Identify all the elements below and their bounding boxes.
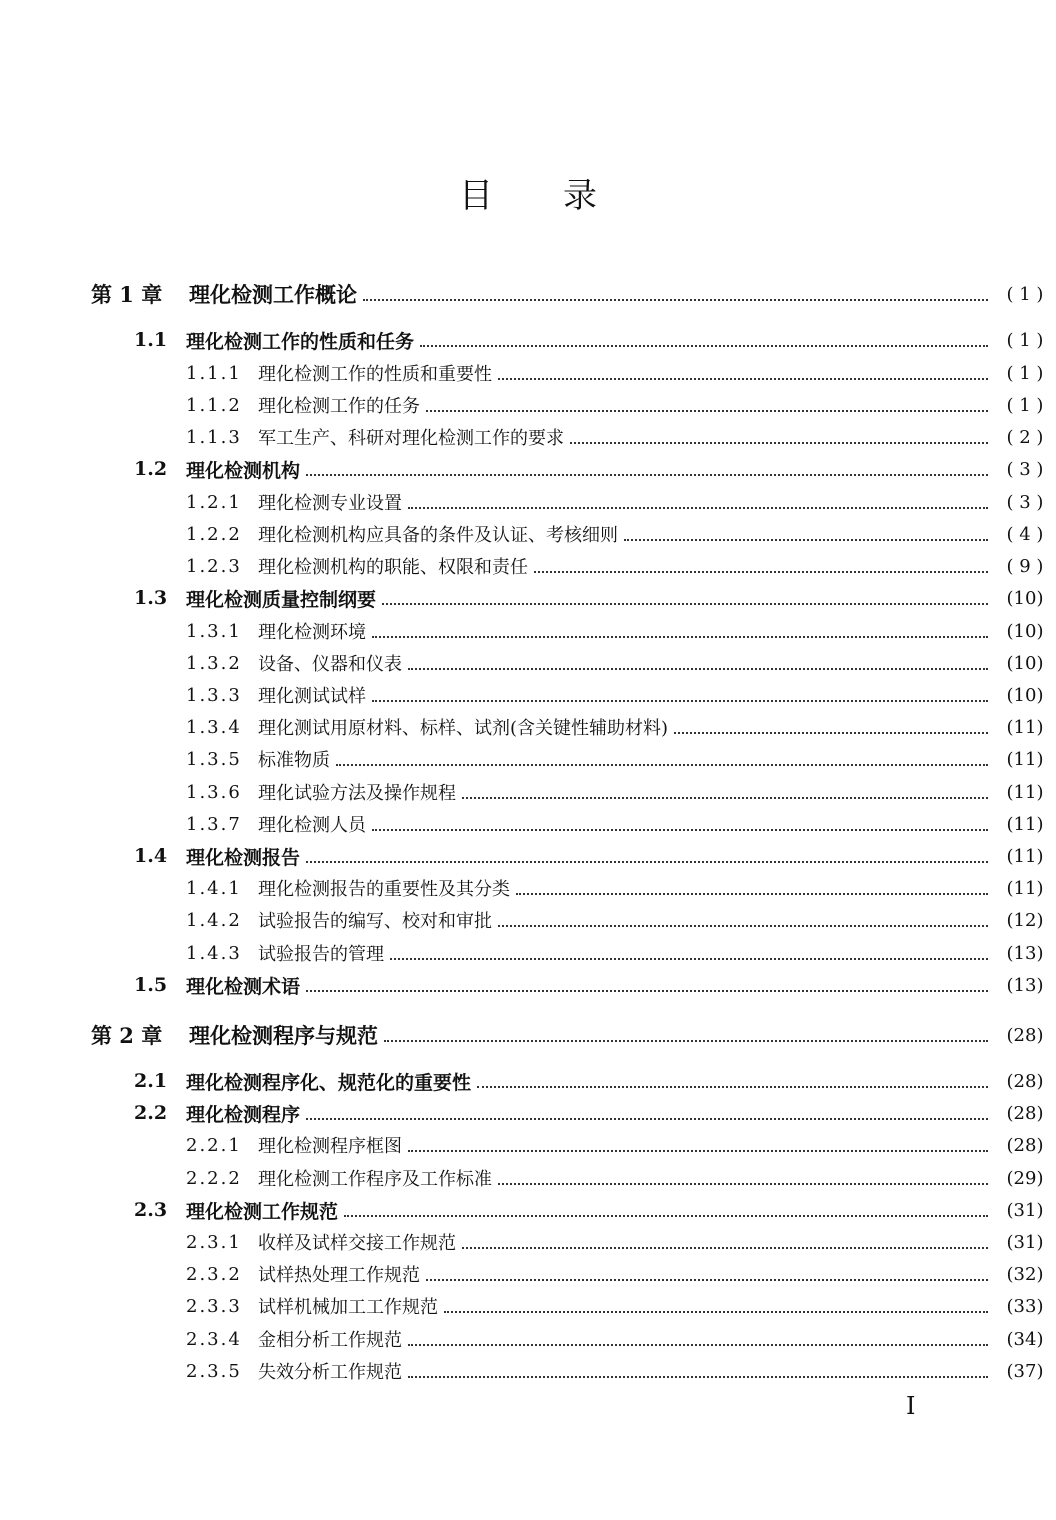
- dot-leader: [674, 732, 988, 734]
- toc-entry[interactable]: [0, 1099, 1056, 1127]
- toc-entry-page: (11): [1006, 716, 1044, 738]
- toc-entry-page: ( 3 ): [1006, 491, 1044, 513]
- toc-entry[interactable]: [0, 391, 1056, 419]
- toc-entry-number: 1.3.3: [186, 684, 242, 706]
- toc-entry-number: 1.2: [134, 458, 168, 480]
- toc-entry-page: (31): [1006, 1231, 1044, 1253]
- toc-entry-number: 第 2 章: [91, 1023, 163, 1048]
- toc-entry-page: (32): [1006, 1263, 1044, 1285]
- toc-entry-number: 1.1.2: [186, 394, 242, 416]
- toc-entry-title: 理化检测机构的职能、权限和责任: [258, 557, 528, 578]
- toc-entry-title: 理化检测报告的重要性及其分类: [258, 879, 510, 900]
- toc-entry-title: 理化检测程序框图: [258, 1136, 402, 1157]
- toc-entry-title: 理化检测工作概论: [189, 282, 357, 307]
- dot-leader: [462, 1247, 988, 1249]
- toc-entry-number: 1.3.6: [186, 781, 242, 803]
- dot-leader: [372, 636, 988, 638]
- dot-leader: [498, 1183, 988, 1185]
- toc-entry[interactable]: [0, 359, 1056, 387]
- toc-entry[interactable]: [0, 326, 1056, 354]
- toc-entry-number: 1.3.1: [186, 620, 242, 642]
- dot-leader: [306, 990, 988, 992]
- toc-entry-page: ( 4 ): [1006, 523, 1044, 545]
- toc-entry[interactable]: [0, 874, 1056, 902]
- toc-entry[interactable]: [0, 455, 1056, 483]
- toc-entry-title: 试验报告的管理: [258, 944, 384, 965]
- toc-entry-page: (11): [1006, 813, 1044, 835]
- toc-entry[interactable]: [0, 552, 1056, 580]
- dot-leader: [477, 1086, 988, 1088]
- toc-entry-number: 1.1: [134, 329, 168, 351]
- toc-entry-page: (37): [1006, 1360, 1044, 1382]
- toc-entry-page: (10): [1006, 620, 1044, 642]
- toc-entry-number: 第 1 章: [91, 282, 163, 307]
- dot-leader: [408, 668, 988, 670]
- toc-entry-page: (11): [1006, 877, 1044, 899]
- toc-entry[interactable]: [0, 1131, 1056, 1159]
- toc-entry-number: 1.5: [134, 974, 168, 996]
- toc-entry-page: (28): [1006, 1024, 1044, 1046]
- toc-entry-number: 1.2.2: [186, 523, 242, 545]
- dot-leader: [306, 474, 988, 476]
- toc-entry[interactable]: [0, 939, 1056, 967]
- toc-entry-number: 1.3.2: [186, 652, 242, 674]
- dot-leader: [382, 603, 988, 605]
- toc-entry[interactable]: [0, 810, 1056, 838]
- dot-leader: [420, 345, 988, 347]
- toc-entry-title: 标准物质: [258, 750, 330, 771]
- toc-entry-page: (34): [1006, 1328, 1044, 1350]
- toc-entry-page: (11): [1006, 748, 1044, 770]
- toc-entry-title: 军工生产、科研对理化检测工作的要求: [258, 428, 564, 449]
- dot-leader: [408, 1150, 988, 1152]
- toc-entry[interactable]: [0, 1164, 1056, 1192]
- toc-entry-number: 2.3.1: [186, 1231, 242, 1253]
- toc-entry-title: 理化检测程序与规范: [189, 1023, 378, 1048]
- toc-entry-number: 1.2.3: [186, 555, 242, 577]
- toc-entry-number: 2.2: [134, 1102, 168, 1124]
- toc-entry[interactable]: [0, 778, 1056, 806]
- toc-entry-title: 失效分析工作规范: [258, 1362, 402, 1383]
- toc-entry-page: (29): [1006, 1167, 1044, 1189]
- toc-entry-number: 1.4.1: [186, 877, 242, 899]
- dot-leader: [390, 958, 988, 960]
- dot-leader: [306, 1118, 988, 1120]
- toc-entry-title: 理化检测专业设置: [258, 493, 402, 514]
- toc-entry-number: 2.2.1: [186, 1134, 242, 1156]
- toc-entry-page: (13): [1006, 974, 1044, 996]
- toc-entry-title: 理化检测工作的性质和重要性: [258, 364, 492, 385]
- dot-leader: [344, 1215, 988, 1217]
- toc-entry-title: 理化试验方法及操作规程: [258, 783, 456, 804]
- toc-entry[interactable]: [0, 584, 1056, 612]
- toc-entry-page: ( 1 ): [1006, 394, 1044, 416]
- toc-entry-page: ( 1 ): [1006, 283, 1044, 305]
- toc-entry[interactable]: [0, 713, 1056, 741]
- toc-entry-title: 理化检测报告: [186, 846, 301, 869]
- dot-leader: [336, 764, 988, 766]
- toc-entry-number: 1.4.2: [186, 909, 242, 931]
- toc-entry-title: 试样热处理工作规范: [258, 1265, 420, 1286]
- dot-leader: [462, 797, 988, 799]
- toc-entry-page: (10): [1006, 684, 1044, 706]
- toc-entry-page: (10): [1006, 652, 1044, 674]
- dot-leader: [363, 299, 988, 301]
- toc-entry-number: 1.1.1: [186, 362, 242, 384]
- toc-entry-page: (28): [1006, 1070, 1044, 1092]
- toc-entry-page: ( 9 ): [1006, 555, 1044, 577]
- toc-entry-title: 理化检测工作程序及工作标准: [258, 1169, 492, 1190]
- toc-entry[interactable]: [0, 280, 1056, 308]
- toc-entry-number: 1.1.3: [186, 426, 242, 448]
- toc-entry[interactable]: [0, 1260, 1056, 1288]
- toc-entry[interactable]: [0, 1196, 1056, 1224]
- toc-entry[interactable]: [0, 1292, 1056, 1320]
- toc-entry-title: 理化检测工作的任务: [258, 396, 420, 417]
- toc-entry-number: 1.3.7: [186, 813, 242, 835]
- toc-entry-title: 试验报告的编写、校对和审批: [258, 911, 492, 932]
- dot-leader: [408, 1376, 988, 1378]
- toc-entry-title: 理化检测术语: [186, 975, 301, 998]
- toc-entry-number: 2.3.3: [186, 1295, 242, 1317]
- toc-entry-page: (11): [1006, 781, 1044, 803]
- title-char-right: 录: [563, 176, 597, 216]
- dot-leader: [624, 539, 988, 541]
- toc-entry-title: 理化测试试样: [258, 686, 366, 707]
- toc-entry-title: 理化测试用原材料、标样、试剂(含关键性辅助材料): [258, 718, 669, 739]
- toc-entry-page: ( 1 ): [1006, 329, 1044, 351]
- toc-entry[interactable]: [0, 1357, 1056, 1385]
- toc-entry[interactable]: [0, 842, 1056, 870]
- toc-entry-number: 1.3.5: [186, 748, 242, 770]
- dot-leader: [408, 507, 988, 509]
- dot-leader: [498, 378, 988, 380]
- title-char-left: 目: [459, 176, 493, 216]
- toc-entry[interactable]: [0, 1067, 1056, 1095]
- toc-entry-page: (12): [1006, 909, 1044, 931]
- toc-entry[interactable]: [0, 423, 1056, 451]
- toc-entry-number: 2.3: [134, 1199, 168, 1221]
- toc-entry-title: 收样及试样交接工作规范: [258, 1233, 456, 1254]
- dot-leader: [306, 861, 988, 863]
- dot-leader: [444, 1311, 988, 1313]
- dot-leader: [516, 893, 988, 895]
- toc-entry-page: (28): [1006, 1102, 1044, 1124]
- dot-leader: [384, 1040, 988, 1042]
- toc-entry-number: 2.3.4: [186, 1328, 242, 1350]
- toc-entry-title: 理化检测工作的性质和任务: [186, 330, 415, 353]
- dot-leader: [498, 925, 988, 927]
- toc-entry[interactable]: [0, 520, 1056, 548]
- toc-entry-page: (28): [1006, 1134, 1044, 1156]
- toc-entry-page: ( 3 ): [1006, 458, 1044, 480]
- toc-entry-number: 1.4: [134, 845, 168, 867]
- toc-entry-page: (31): [1006, 1199, 1044, 1221]
- toc-entry-title: 理化检测工作规范: [186, 1200, 339, 1223]
- page-title: [0, 168, 1056, 217]
- toc-entry-page: (10): [1006, 587, 1044, 609]
- toc-entry[interactable]: [0, 906, 1056, 934]
- toc-entry-number: 1.4.3: [186, 942, 242, 964]
- toc-entry[interactable]: [0, 649, 1056, 677]
- page-number: I: [906, 1392, 916, 1420]
- toc-entry-page: ( 2 ): [1006, 426, 1044, 448]
- toc-entry-page: ( 1 ): [1006, 362, 1044, 384]
- toc-entry-title: 金相分析工作规范: [258, 1330, 402, 1351]
- toc-entry-number: 1.3.4: [186, 716, 242, 738]
- toc-entry-number: 2.3.5: [186, 1360, 242, 1382]
- toc-entry-number: 2.2.2: [186, 1167, 242, 1189]
- toc-entry[interactable]: [0, 1325, 1056, 1353]
- dot-leader: [570, 442, 988, 444]
- toc-entry-title: 理化检测程序: [186, 1103, 301, 1126]
- toc-entry-number: 1.3: [134, 587, 168, 609]
- toc-entry-page: (11): [1006, 845, 1044, 867]
- toc-entry[interactable]: [0, 971, 1056, 999]
- toc-entry[interactable]: [0, 1228, 1056, 1256]
- dot-leader: [426, 1279, 988, 1281]
- toc-entry-page: (33): [1006, 1295, 1044, 1317]
- toc-entry-title: 试样机械加工工作规范: [258, 1297, 438, 1318]
- toc-entry-number: 2.1: [134, 1070, 168, 1092]
- toc-entry-title: 理化检测机构应具备的条件及认证、考核细则: [258, 525, 618, 546]
- toc-entry[interactable]: [0, 1021, 1056, 1049]
- toc-entry[interactable]: [0, 745, 1056, 773]
- toc-entry-number: 2.3.2: [186, 1263, 242, 1285]
- dot-leader: [408, 1344, 988, 1346]
- toc-entry[interactable]: [0, 617, 1056, 645]
- toc-entry-number: 1.2.1: [186, 491, 242, 513]
- toc-entry-title: 理化检测机构: [186, 459, 301, 482]
- dot-leader: [372, 700, 988, 702]
- dot-leader: [372, 829, 988, 831]
- toc-entry-title: 理化检测人员: [258, 815, 366, 836]
- toc-entry[interactable]: [0, 488, 1056, 516]
- toc-entry-page: (13): [1006, 942, 1044, 964]
- dot-leader: [534, 571, 988, 573]
- dot-leader: [426, 410, 988, 412]
- toc-entry-title: 设备、仪器和仪表: [258, 654, 402, 675]
- toc-entry-title: 理化检测质量控制纲要: [186, 588, 377, 611]
- toc-entry-title: 理化检测环境: [258, 622, 366, 643]
- toc-entry-title: 理化检测程序化、规范化的重要性: [186, 1071, 472, 1094]
- toc-entry[interactable]: [0, 681, 1056, 709]
